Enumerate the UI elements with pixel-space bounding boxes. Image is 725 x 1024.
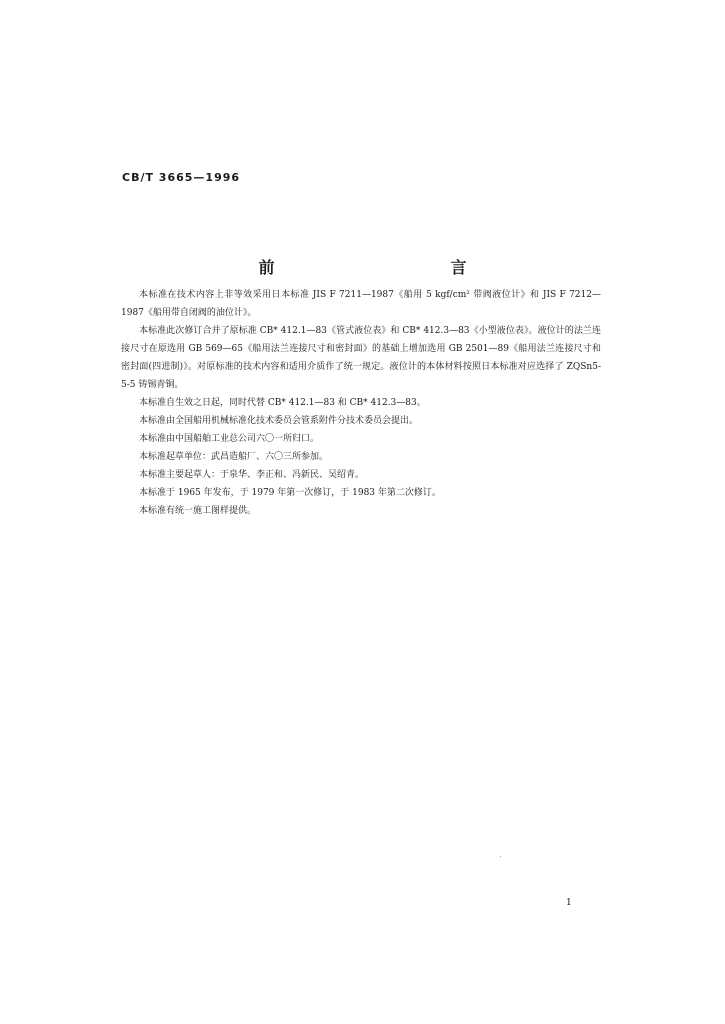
standard-code: CB/T 3665—1996 [122, 171, 241, 184]
paragraph: 本标准有统一施工图样提供。 [139, 506, 257, 516]
paragraph: 本标准此次修订合并了原标准 CB* 412.1—83《管式液位表》和 CB* 412.3—83《小型液位表》。液位计的法兰连接尺寸在原选用 GB 569—65《船用法兰连接尺寸和密封面》的基础上增加选用 GB 2501—89《船用法兰连接尺寸和密封面(四进制)》。对原标准的技术内容和适用介质作了统一规定。液位计的本体材料按照日本标准对应选择了 ZQSn5-5-5 铸锡青铜。 [121, 326, 601, 390]
paragraph: 本标准起草单位：武昌造船厂、六〇三所参加。 [139, 452, 329, 462]
paragraph: 本标准由中国船舶工业总公司六〇一所归口。 [139, 434, 320, 444]
paragraph: 本标准在技术内容上非等效采用日本标准 JIS F 7211—1987《船用 5 kgf/cm² 带阀液位计》和 JIS F 7212—1987《船用带自闭阀的油位计》。 [121, 290, 601, 318]
paragraph: 本标准自生效之日起，同时代替 CB* 412.1—83 和 CB* 412.3—83。 [139, 398, 426, 408]
foreword-body [121, 286, 601, 520]
paragraph: 本标准由全国船用机械标准化技术委员会管系附件分技术委员会提出。 [139, 416, 419, 426]
scan-speck [500, 856, 501, 857]
paragraph: 本标准于 1965 年发布，于 1979 年第一次修订，于 1983 年第二次修订。 [139, 488, 441, 498]
page-number: 1 [566, 898, 572, 908]
page-title: 前 言 [258, 258, 515, 277]
paragraph: 本标准主要起草人：于泉华、李正和、冯新民、吴绍青。 [139, 470, 365, 480]
